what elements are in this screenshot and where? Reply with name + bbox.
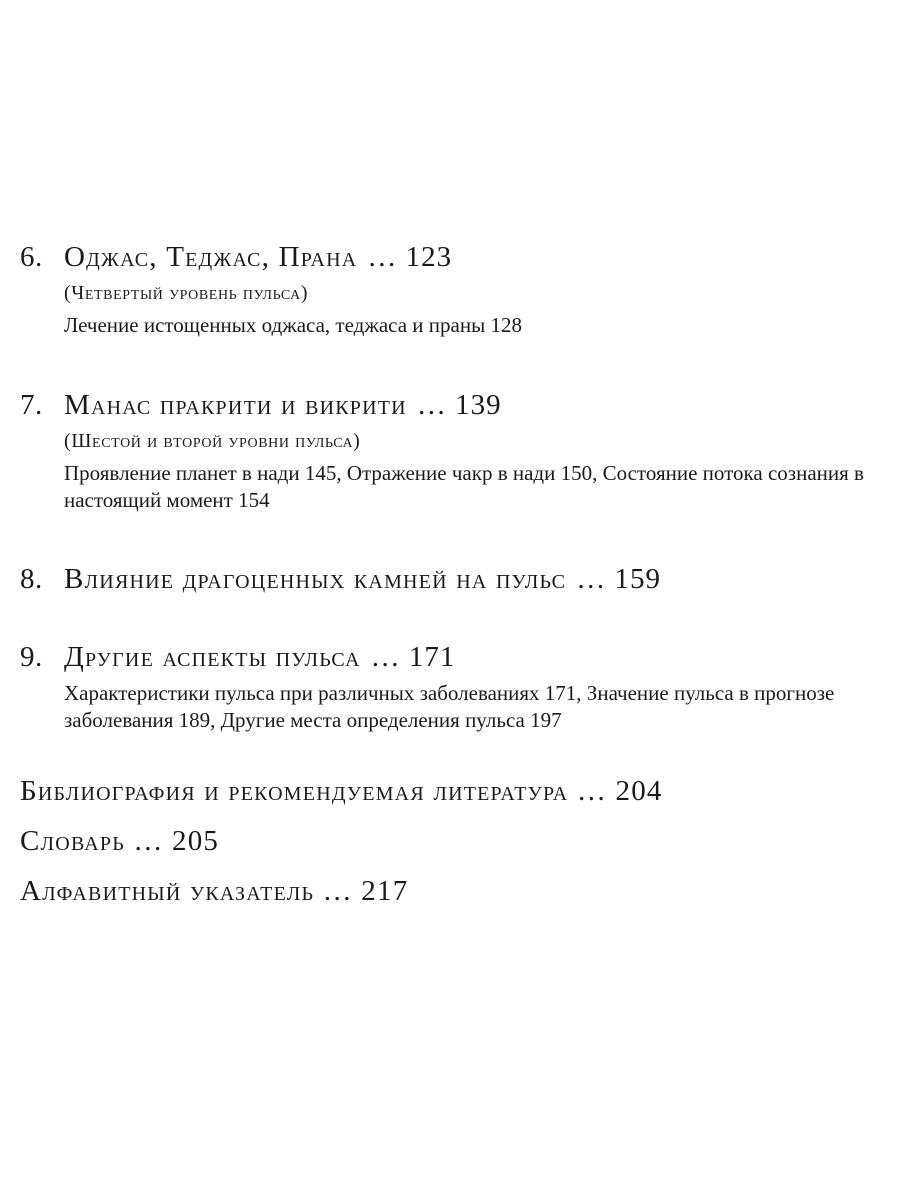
toc-entry-chapter-6 bbox=[20, 240, 880, 339]
chapter-title: Другие аспекты пульса bbox=[64, 641, 361, 673]
toc-entry-chapter-8 bbox=[20, 562, 880, 596]
chapter-subtitle: (Четвертый уровень пульса) bbox=[64, 282, 309, 304]
chapter-page: … 171 bbox=[370, 641, 456, 673]
chapter-subtitle: (Шестой и второй уровни пульса) bbox=[64, 430, 361, 452]
backmatter-page: … 204 bbox=[576, 775, 663, 807]
chapter-number: 9. bbox=[20, 641, 43, 673]
chapter-heading bbox=[20, 562, 880, 596]
chapter-heading bbox=[20, 388, 880, 422]
backmatter-title: Словарь bbox=[20, 825, 125, 857]
chapter-heading bbox=[20, 240, 880, 274]
chapter-number: 7. bbox=[20, 389, 43, 421]
toc-entry-glossary bbox=[20, 824, 219, 858]
chapter-page: … 123 bbox=[367, 241, 453, 273]
backmatter-page: … 205 bbox=[133, 825, 220, 857]
chapter-heading bbox=[20, 640, 880, 674]
chapter-number: 6. bbox=[20, 241, 43, 273]
chapter-page: … 139 bbox=[416, 389, 502, 421]
toc-entry-chapter-9 bbox=[20, 640, 880, 734]
chapter-sections: Характеристики пульса при различных заболеваниях 171, Значение пульса в прогнозе заболевания 189, Другие места определения пульса 197 bbox=[64, 681, 835, 732]
chapter-page: … 159 bbox=[576, 563, 661, 595]
chapter-title: Манас пракрити и викрити bbox=[64, 389, 407, 421]
chapter-title: Оджас, Теджас, Прана bbox=[64, 241, 358, 273]
chapter-title: Влияние драгоценных камней на пульс bbox=[64, 563, 567, 595]
toc-entry-index bbox=[20, 874, 408, 908]
backmatter-title: Алфавитный указатель bbox=[20, 875, 315, 907]
chapter-sections: Лечение истощенных оджаса, теджаса и праны 128 bbox=[64, 313, 522, 337]
backmatter-title: Библиография и рекомендуемая литература bbox=[20, 775, 569, 807]
toc-entry-chapter-7 bbox=[20, 388, 880, 514]
backmatter-page: … 217 bbox=[322, 875, 409, 907]
chapter-number: 8. bbox=[20, 563, 43, 595]
chapter-sections: Проявление планет в нади 145, Отражение чакр в нади 150, Состояние потока сознания в настоящий момент 154 bbox=[64, 461, 864, 512]
toc-entry-bibliography bbox=[20, 774, 663, 808]
